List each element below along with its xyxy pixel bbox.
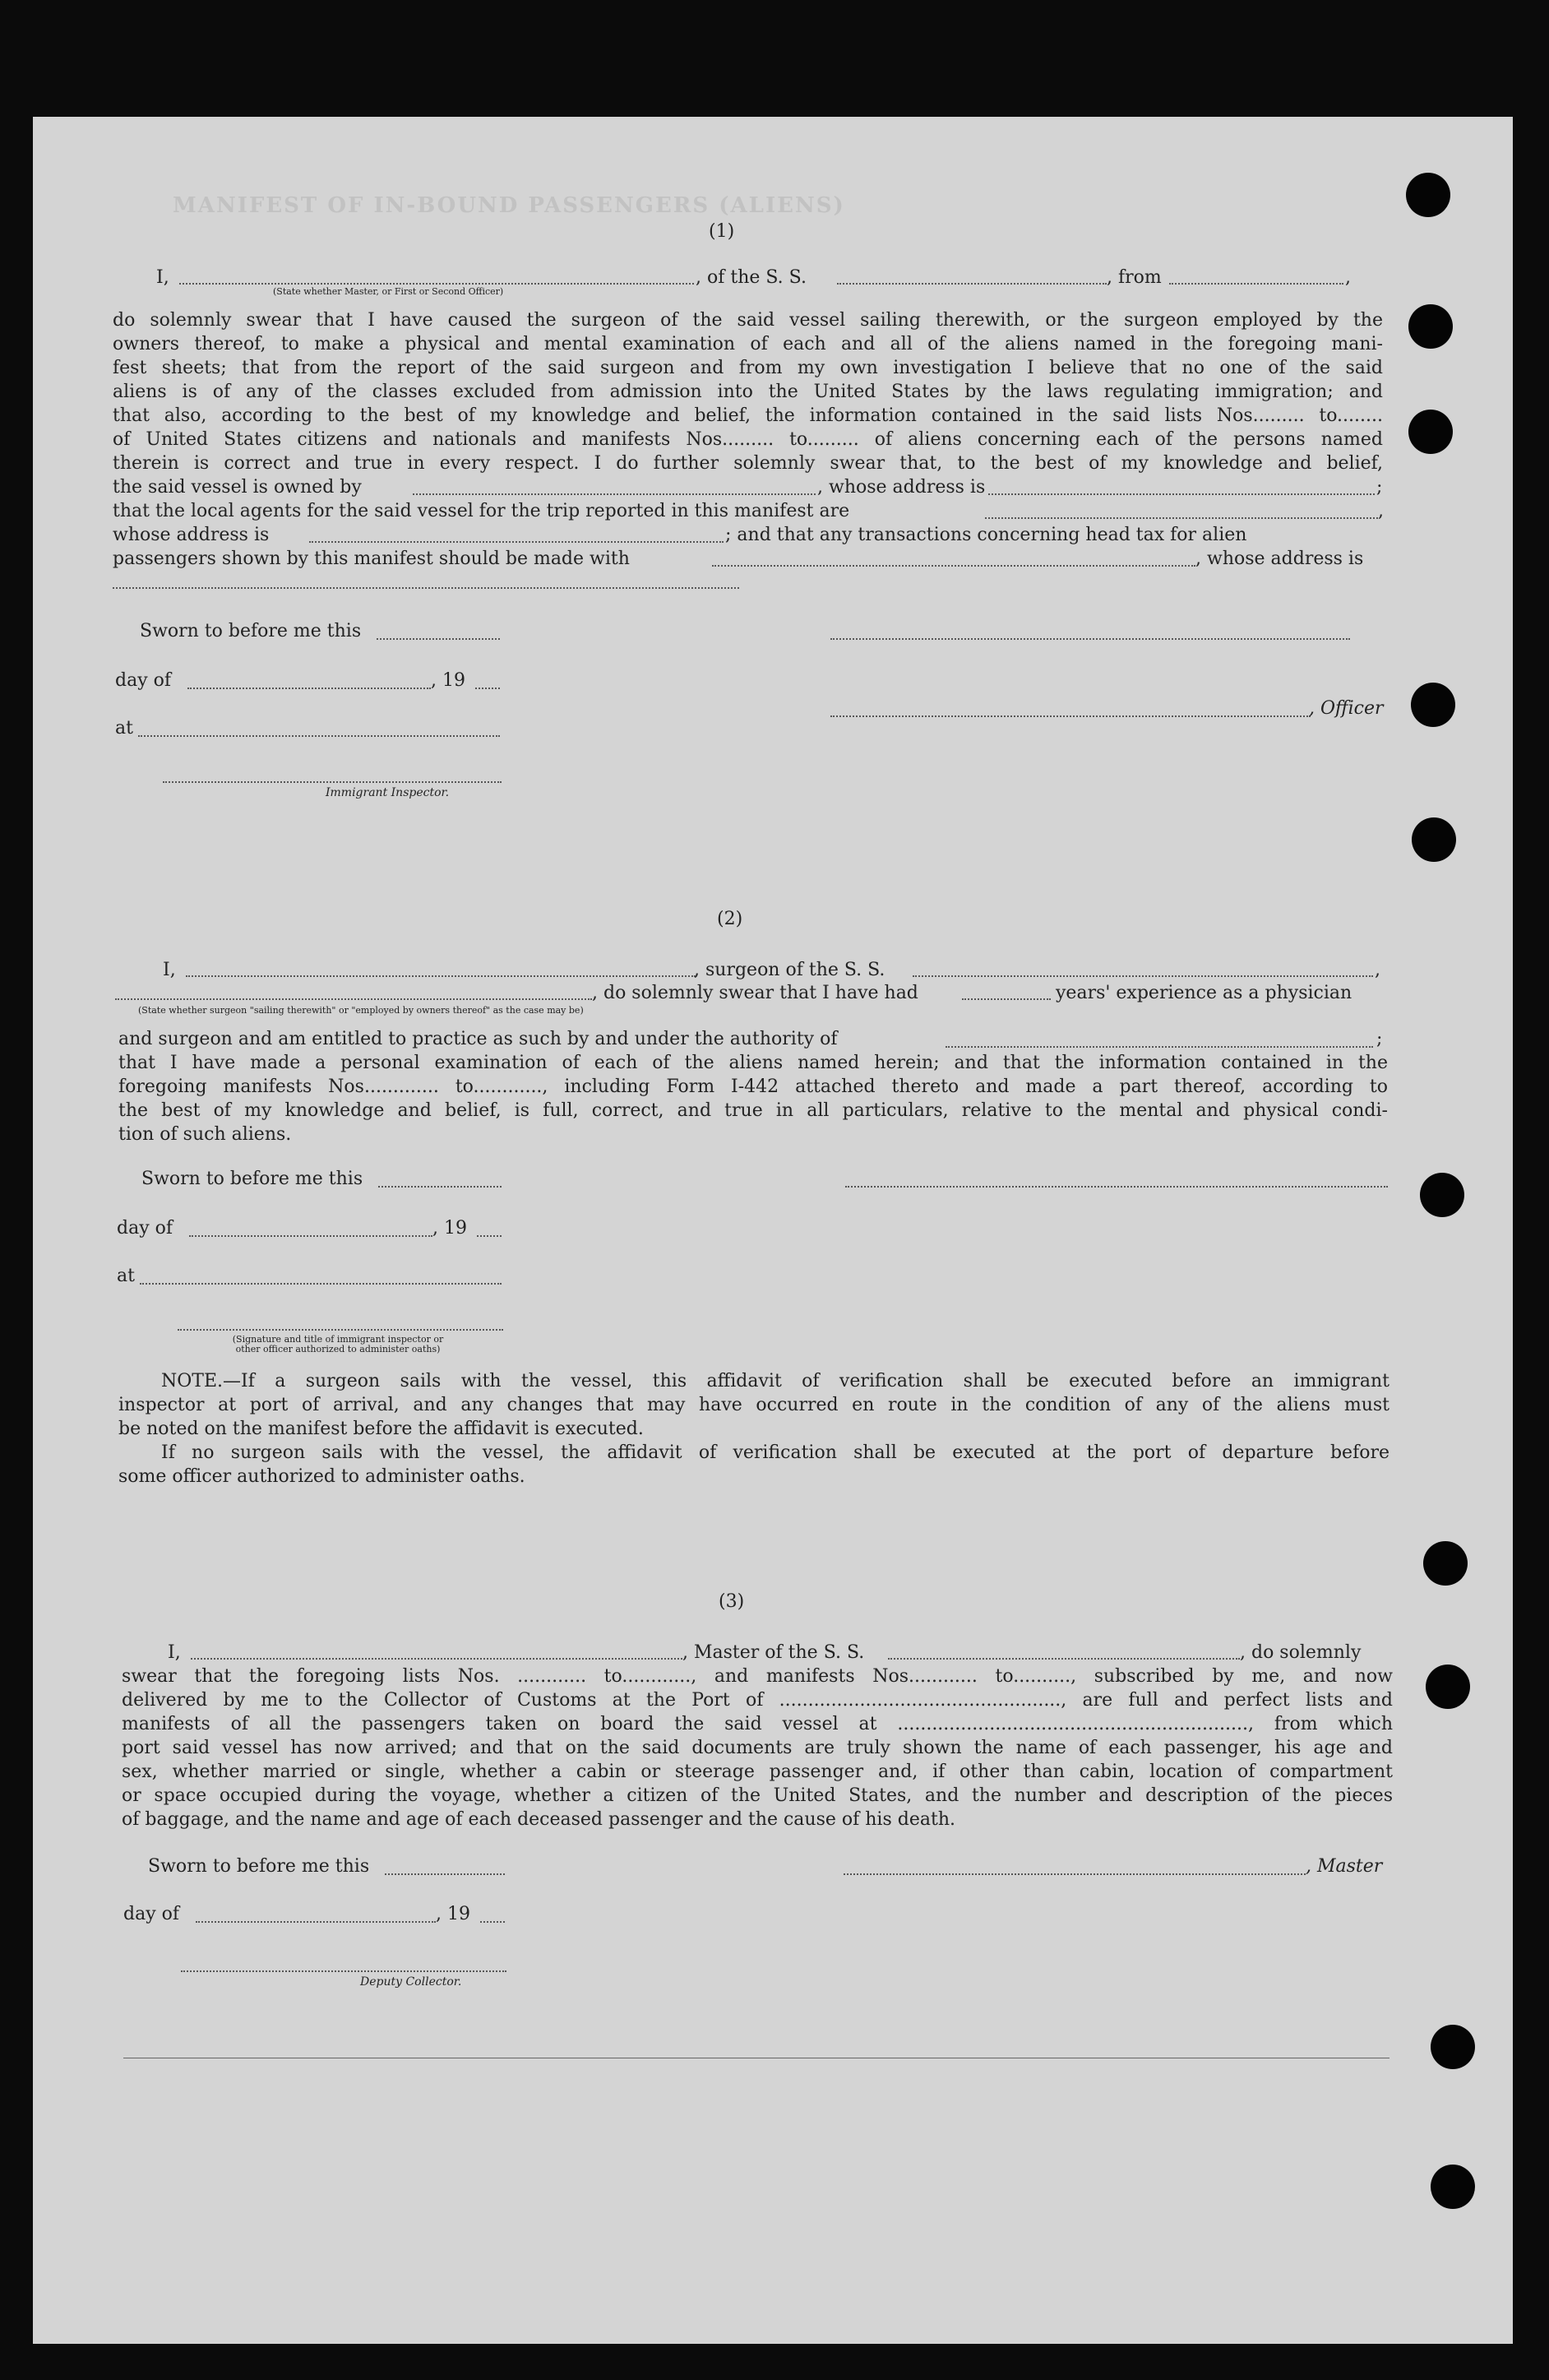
s2-at-blank <box>140 1283 502 1285</box>
punch-hole <box>1406 173 1450 217</box>
s2-years-blank <box>962 998 1051 1000</box>
document-page <box>33 117 1513 2344</box>
s2-paragraph-line: foregoing manifests Nos............. to............, including Form I-442 attached thereto and made a part thereof, according to <box>118 1077 1388 1097</box>
s3-solemnly: , do solemnly <box>1240 1642 1362 1663</box>
s3-day-of: day of <box>123 1904 180 1924</box>
s2-authority-blank <box>946 1046 1373 1048</box>
s1-local-agents: that the local agents for the said vessel for the trip reported in this manifest are <box>113 501 850 521</box>
s3-paragraph-line: sex, whether married or single, whether a cabin or steerage passenger and, if other than cabin, location of compartment <box>122 1762 1393 1782</box>
s3-paragraph-line: or space occupied during the voyage, whether a citizen of the United States, and the number and description of the pieces <box>122 1785 1393 1806</box>
s3-sworn-blank <box>385 1873 505 1875</box>
s1-year: , 19 <box>431 670 465 691</box>
s1-at-blank <box>138 735 500 737</box>
s2-year: , 19 <box>432 1218 467 1239</box>
s1-owned-by: the said vessel is owned by <box>113 477 362 498</box>
punch-hole <box>1423 1541 1468 1586</box>
s1-from: , from <box>1107 267 1162 288</box>
s1-extra-blank <box>113 587 739 589</box>
s1-comma-2: , <box>1378 501 1384 521</box>
s1-paragraph-line: aliens is of any of the classes excluded from admission into the United States by the laws regulating immigration; and <box>113 382 1383 402</box>
s2-paragraph-line: that I have made a personal examination of each of the aliens named herein; and that the information contained in the <box>118 1053 1388 1073</box>
s2-vessel-blank <box>913 975 1373 977</box>
s1-year-blank <box>475 688 500 689</box>
s1-paragraph-line: owners thereof, to make a physical and mental examination of each and all of the aliens named in the foregoing mani- <box>113 334 1383 354</box>
s1-vessel-blank <box>837 283 1107 285</box>
s2-capacity-blank <box>115 998 592 1000</box>
s1-head-tax: ; and that any transactions concerning head tax for alien <box>725 525 1247 545</box>
s1-note: (State whether Master, or First or Second Officer) <box>273 286 504 297</box>
s1-officer-label: , Officer <box>1309 698 1384 719</box>
s1-of-ss: , of the S. S. <box>696 267 807 288</box>
s2-note-line: If no surgeon sails with the vessel, the affidavit of verification shall be executed at the port of departure before <box>161 1442 1389 1463</box>
s1-name-blank <box>179 283 694 285</box>
s1-owner-blank <box>413 493 816 495</box>
s2-sig-note-2: other officer authorized to administer oaths) <box>235 1344 441 1354</box>
s1-comma: , <box>1345 267 1351 288</box>
s3-collector-line <box>181 1970 506 1972</box>
s2-paragraph-line: tion of such aliens. <box>118 1124 292 1145</box>
s1-at: at <box>115 718 133 739</box>
s1-inspector-label: Immigrant Inspector. <box>326 786 450 799</box>
s1-agents-address-blank <box>309 541 724 543</box>
s2-sig-note-1: (Signature and title of immigrant inspector or <box>232 1334 444 1345</box>
s1-day-blank <box>187 688 431 689</box>
s3-year: , 19 <box>436 1904 470 1924</box>
s3-vessel-blank <box>888 1658 1240 1660</box>
s3-collector-label: Deputy Collector. <box>360 1975 462 1989</box>
s2-semicolon: ; <box>1376 1029 1383 1049</box>
section-1-number: (1) <box>709 221 735 242</box>
s1-agents-blank <box>985 517 1378 519</box>
s2-sworn-blank <box>378 1186 502 1188</box>
s3-paragraph-line: delivered by me to the Collector of Customs at the Port of ................................................., are full and perfect lists and <box>122 1690 1393 1711</box>
faint-header: MANIFEST OF IN-BOUND PASSENGERS (ALIENS) <box>173 193 845 218</box>
s1-whose-address-3: , whose address is <box>1195 549 1364 569</box>
s3-sworn: Sworn to before me this <box>148 1856 370 1877</box>
s3-master-line <box>844 1873 1306 1875</box>
punch-hole <box>1431 2025 1475 2069</box>
punch-hole <box>1411 683 1455 727</box>
s3-paragraph-line: manifests of all the passengers taken on board the said vessel at ............................................................., from which <box>122 1714 1393 1734</box>
s3-master-of: , Master of the S. S. <box>682 1642 865 1663</box>
s2-swear: , do solemnly swear that I have had <box>592 983 918 1003</box>
s2-surgeon-of: , surgeon of the S. S. <box>694 960 885 980</box>
section-2-number: (2) <box>717 909 743 929</box>
s2-i: I, <box>163 960 176 980</box>
s1-officer-line <box>830 715 1311 717</box>
s3-year-blank <box>480 1921 505 1923</box>
s2-name-blank <box>186 975 696 977</box>
s3-paragraph-line: swear that the foregoing lists Nos. ............ to............, and manifests Nos............ to.........., subscribed by me, and now <box>122 1666 1393 1687</box>
s1-sworn-blank <box>377 638 500 640</box>
s3-day-blank <box>196 1921 436 1923</box>
punch-hole <box>1412 817 1456 862</box>
s3-name-blank <box>191 1658 682 1660</box>
s3-paragraph-line: port said vessel has now arrived; and that on the said documents are truly shown the name of each passenger, his age and <box>122 1738 1393 1758</box>
punch-hole <box>1431 2165 1475 2209</box>
punch-hole <box>1408 410 1453 454</box>
s2-at: at <box>117 1266 135 1286</box>
s1-inspector-line <box>163 781 502 783</box>
s2-note: (State whether surgeon "sailing therewith" or "employed by owners thereof" as the case may be) <box>138 1005 584 1016</box>
s3-master-label: , Master <box>1306 1856 1383 1877</box>
s1-whose-address-2: whose address is <box>113 525 270 545</box>
s2-day-blank <box>189 1235 432 1237</box>
punch-hole <box>1426 1665 1470 1709</box>
s1-sworn: Sworn to before me this <box>140 621 362 641</box>
s1-paragraph-line: therein is correct and true in every respect. I do further solemnly swear that, to the best of my knowledge and belief, <box>113 453 1383 474</box>
s1-owner-address-blank <box>988 493 1375 495</box>
s1-day-of: day of <box>115 670 172 691</box>
s1-from-blank <box>1169 283 1343 285</box>
s2-paragraph-line: the best of my knowledge and belief, is full, correct, and true in all particulars, relative to the mental and physical condi- <box>118 1100 1388 1121</box>
s2-note-line: NOTE.—If a surgeon sails with the vessel, this affidavit of verification shall be executed before an immigrant <box>161 1371 1389 1391</box>
s3-paragraph-line: of baggage, and the name and age of each deceased passenger and the cause of his death. <box>122 1809 955 1830</box>
s1-whose-address: , whose address is <box>817 477 986 498</box>
s2-year-blank <box>477 1235 502 1237</box>
section-3-number: (3) <box>719 1591 745 1612</box>
s2-note-line: inspector at port of arrival, and any changes that may have occurred en route in the condition of any of the aliens must <box>118 1395 1389 1415</box>
s1-passengers: passengers shown by this manifest should be made with <box>113 549 630 569</box>
s2-sworn: Sworn to before me this <box>141 1169 363 1189</box>
s1-semicolon: ; <box>1376 477 1383 498</box>
s1-i: I, <box>156 267 169 288</box>
s3-i: I, <box>168 1642 181 1663</box>
s1-paragraph-line: do solemnly swear that I have caused the surgeon of the said vessel sailing therewith, or the surgeon employed by the <box>113 310 1383 331</box>
s2-authority: and surgeon and am entitled to practice as such by and under the authority of <box>118 1029 838 1049</box>
s1-paragraph-line: that also, according to the best of my knowledge and belief, the information contained in the said lists Nos......... to........ <box>113 405 1383 426</box>
s2-inspector-line <box>178 1329 503 1331</box>
s1-officer-signature-line <box>830 638 1350 640</box>
s2-note-line: be noted on the manifest before the affidavit is executed. <box>118 1419 644 1439</box>
s2-years: years' experience as a physician <box>1056 983 1352 1003</box>
s2-day-of: day of <box>117 1218 173 1239</box>
s2-note-line: some officer authorized to administer oaths. <box>118 1466 525 1487</box>
s1-paragraph-line: fest sheets; that from the report of the said surgeon and from my own investigation I believe that no one of the said <box>113 358 1383 378</box>
s2-comma: , <box>1375 960 1380 980</box>
punch-hole <box>1420 1173 1464 1217</box>
s2-signature-line <box>845 1186 1388 1188</box>
punch-hole <box>1408 304 1453 349</box>
s1-paragraph-line: of United States citizens and nationals and manifests Nos......... to......... of aliens concerning each of the persons named <box>113 429 1383 450</box>
s1-made-with-blank <box>712 565 1195 567</box>
